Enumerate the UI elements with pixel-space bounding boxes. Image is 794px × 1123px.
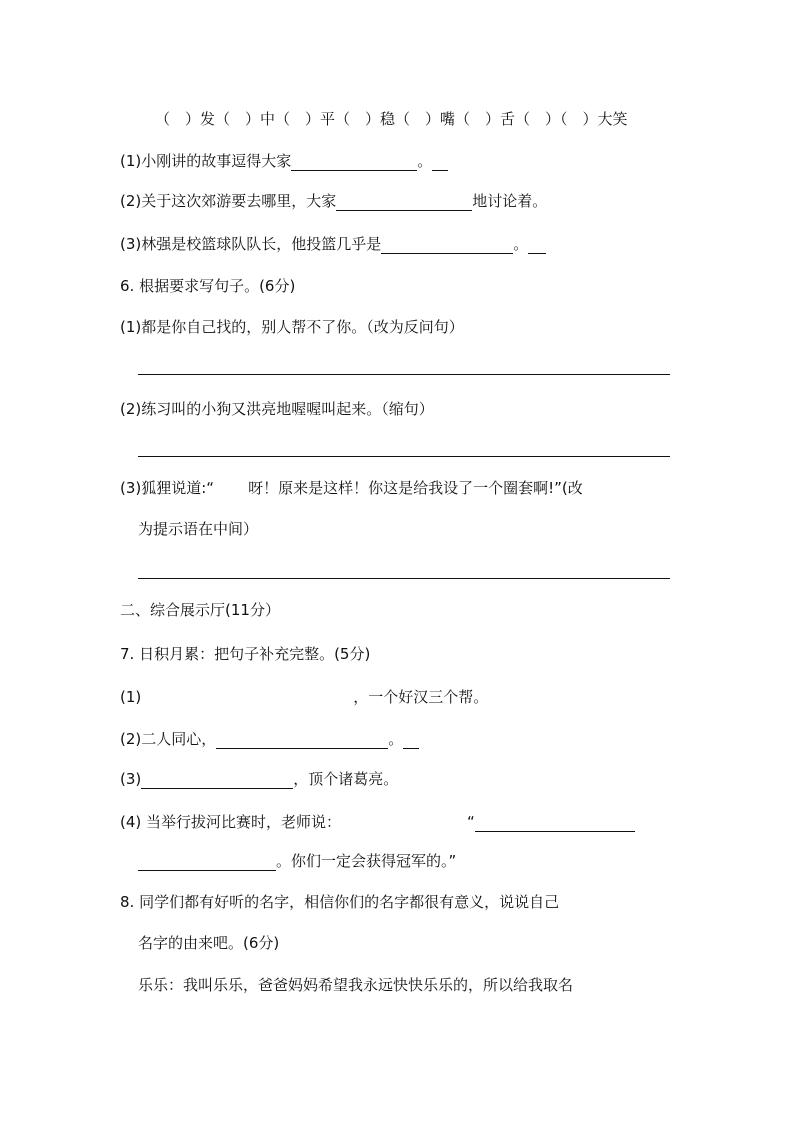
q7-s2-tail bbox=[403, 732, 419, 749]
q5-sentence-3 bbox=[120, 234, 546, 254]
q6-sentence-2: (2)练习叫的小狗又洪亮地喔喔叫起来。（缩句） bbox=[120, 400, 434, 418]
q7-sentence-4 bbox=[120, 812, 635, 832]
q5-s3-end: 。 bbox=[513, 235, 529, 253]
q6-sentence-3-cont: 为提示语在中间） bbox=[138, 520, 259, 538]
q6-s3-answer-line[interactable] bbox=[138, 578, 670, 579]
q7-sentence-2 bbox=[120, 729, 419, 749]
q7-s3-num: (3) bbox=[120, 770, 142, 788]
q5-s2-blank[interactable] bbox=[336, 194, 472, 211]
q7-s1-rest: ，一个好汉三个帮。 bbox=[353, 688, 489, 706]
q5-s2-text: (2)关于这次郊游要去哪里，大家 bbox=[120, 192, 337, 210]
q5-s3-tail bbox=[528, 237, 546, 254]
q7-s4-rest: 。你们一定会获得冠军的。” bbox=[276, 852, 457, 870]
q7-s4-blank-2[interactable] bbox=[138, 854, 276, 871]
q7-sentence-1 bbox=[120, 687, 488, 707]
idiom-fill-line: （ ）发（ ）中（ ）平（ ）稳（ ）嘴（ ）舌（ ）（ ）大笑 bbox=[155, 110, 628, 128]
q7-s2-blank[interactable] bbox=[216, 732, 388, 749]
q7-sentence-4-cont bbox=[138, 851, 456, 871]
q5-sentence-2 bbox=[120, 191, 547, 211]
q7-s1-num: (1) bbox=[120, 688, 142, 706]
q6-sentence-3 bbox=[120, 478, 583, 498]
q7-s4-text: (4) 当举行拔河比赛时，老师说： bbox=[120, 813, 342, 831]
q6-s3-part-a: (3)狐狸说道:“ bbox=[120, 479, 215, 497]
q7-s3-blank[interactable] bbox=[141, 772, 293, 789]
q8-title: 8. 同学们都有好听的名字，相信你们的名字都很有意义，说说自己 bbox=[120, 893, 560, 911]
q5-s2-end: 地讨论着。 bbox=[472, 192, 548, 210]
section-2-title: 二、综合展示厅(11分） bbox=[120, 601, 280, 619]
q5-s1-text: (1)小刚讲的故事逗得大家 bbox=[120, 152, 292, 170]
q5-s3-text: (3)林强是校篮球队队长，他投篮几乎是 bbox=[120, 235, 382, 253]
q7-s4-quote: “ bbox=[467, 813, 475, 831]
q7-s3-end: ，顶个诸葛亮。 bbox=[293, 770, 399, 788]
q7-sentence-3 bbox=[120, 769, 398, 789]
q5-s3-blank[interactable] bbox=[381, 237, 513, 254]
q5-s1-end: 。 bbox=[417, 152, 433, 170]
q7-title: 7. 日积月累：把句子补充完整。(5分) bbox=[120, 645, 371, 663]
q6-title: 6. 根据要求写句子。(6分) bbox=[120, 277, 296, 295]
q6-s1-answer-line[interactable] bbox=[138, 374, 670, 375]
q7-s2-end: 。 bbox=[388, 730, 404, 748]
q6-s3-part-b: 呀！原来是这样！你这是给我设了一个圈套啊!”(改 bbox=[248, 479, 583, 497]
q7-s2-text: (2)二人同心， bbox=[120, 730, 217, 748]
q5-sentence-1 bbox=[120, 151, 448, 171]
q7-s4-blank-1[interactable] bbox=[475, 815, 635, 832]
q8-example: 乐乐：我叫乐乐，爸爸妈妈希望我永远快快乐乐的，所以给我取名 bbox=[138, 976, 574, 994]
q8-title-cont: 名字的由来吧。(6分) bbox=[138, 934, 280, 952]
q6-sentence-1: (1)都是你自己找的，别人帮不了你。（改为反问句） bbox=[120, 318, 464, 336]
q6-s2-answer-line[interactable] bbox=[138, 456, 670, 457]
q5-s1-blank[interactable] bbox=[291, 154, 417, 171]
q5-s1-tail bbox=[432, 154, 448, 171]
